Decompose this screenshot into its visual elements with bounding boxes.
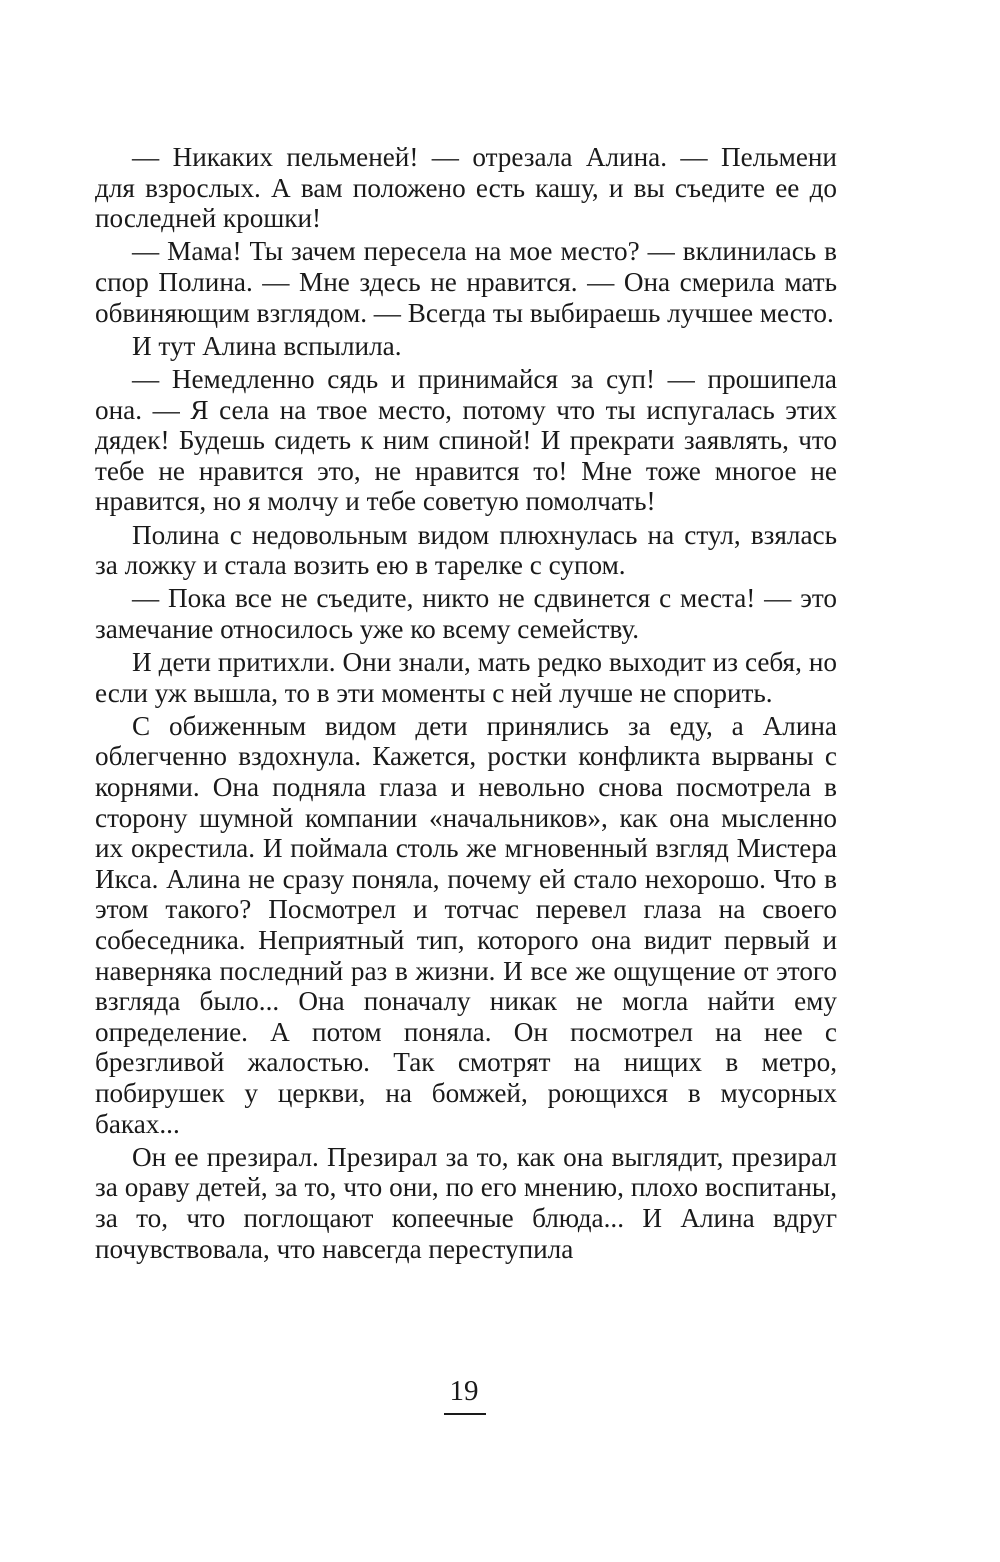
paragraph: И тут Алина вспылила. xyxy=(132,330,402,361)
paragraph: Он ее презирал. Презирал за то, как она выглядит, презирал за ораву детей, за то, что они, по его мнению, плохо воспитаны, за то, что поглощают копеечные блюда... И Алина вдруг почувствовала, что навсегда переступила xyxy=(95,1141,837,1264)
paragraph: — Мама! Ты зачем пересела на мое место? — вклинилась в спор Полина. — Мне здесь не нравится. — Она смерила мать обвиняющим взглядом. — Всегда ты выбираешь лучшее место. xyxy=(95,236,837,328)
book-page-text xyxy=(95,142,837,1267)
paragraph: — Никаких пельменей! — отрезала Алина. — Пельмени для взрослых. А вам положено есть кашу, и вы съедите ее до последней крошки! xyxy=(95,142,837,234)
paragraph: — Немедленно сядь и принимайся за суп! — прошипела она. — Я села на твое место, потому что ты испугалась этих дядек! Будешь сидеть к ним спиной! И прекрати заявлять, что тебе не нравится это, не нравится то! Мне тоже многое не нравится, но я молчу и тебе советую помолчать! xyxy=(95,363,837,517)
page-number: 19 xyxy=(449,1375,479,1407)
paragraph: С обиженным видом дети принялись за еду, а Алина облегченно вздохнула. Кажется, ростки конфликта вырваны с корнями. Она подняла глаза и невольно снова посмотрела в сторону шумной компании «начальников», как она мысленно их окрестила. И поймала столь же мгновенный взгляд Мистера Икса. Алина не сразу поняла, почему ей стало нехорошо. Что в этом такого? Посмотрел и тотчас перевел глаза на своего собеседника. Неприятный тип, которого она видит первый и наверняка последний раз в жизни. И все же ощущение от этого взгляда было... Она поначалу никак не могла найти ему определение. А потом поняла. Он посмотрел на нее с брезгливой жалостью. Так смотрят на нищих в метро, побирушек у церкви, на бомжей, роющихся в мусорных баках... xyxy=(95,710,837,1139)
paragraph: Полина с недовольным видом плюхнулась на стул, взялась за ложку и стала возить ею в тарелке с супом. xyxy=(95,519,837,581)
page-number-underline xyxy=(444,1413,486,1415)
paragraph: — Пока все не съедите, никто не сдвинется с места! — это замечание относилось уже ко всему семейству. xyxy=(95,583,837,644)
paragraph: И дети притихли. Они знали, мать редко выходит из себя, но если уж вышла, то в эти моменты с ней лучше не спорить. xyxy=(95,647,837,708)
